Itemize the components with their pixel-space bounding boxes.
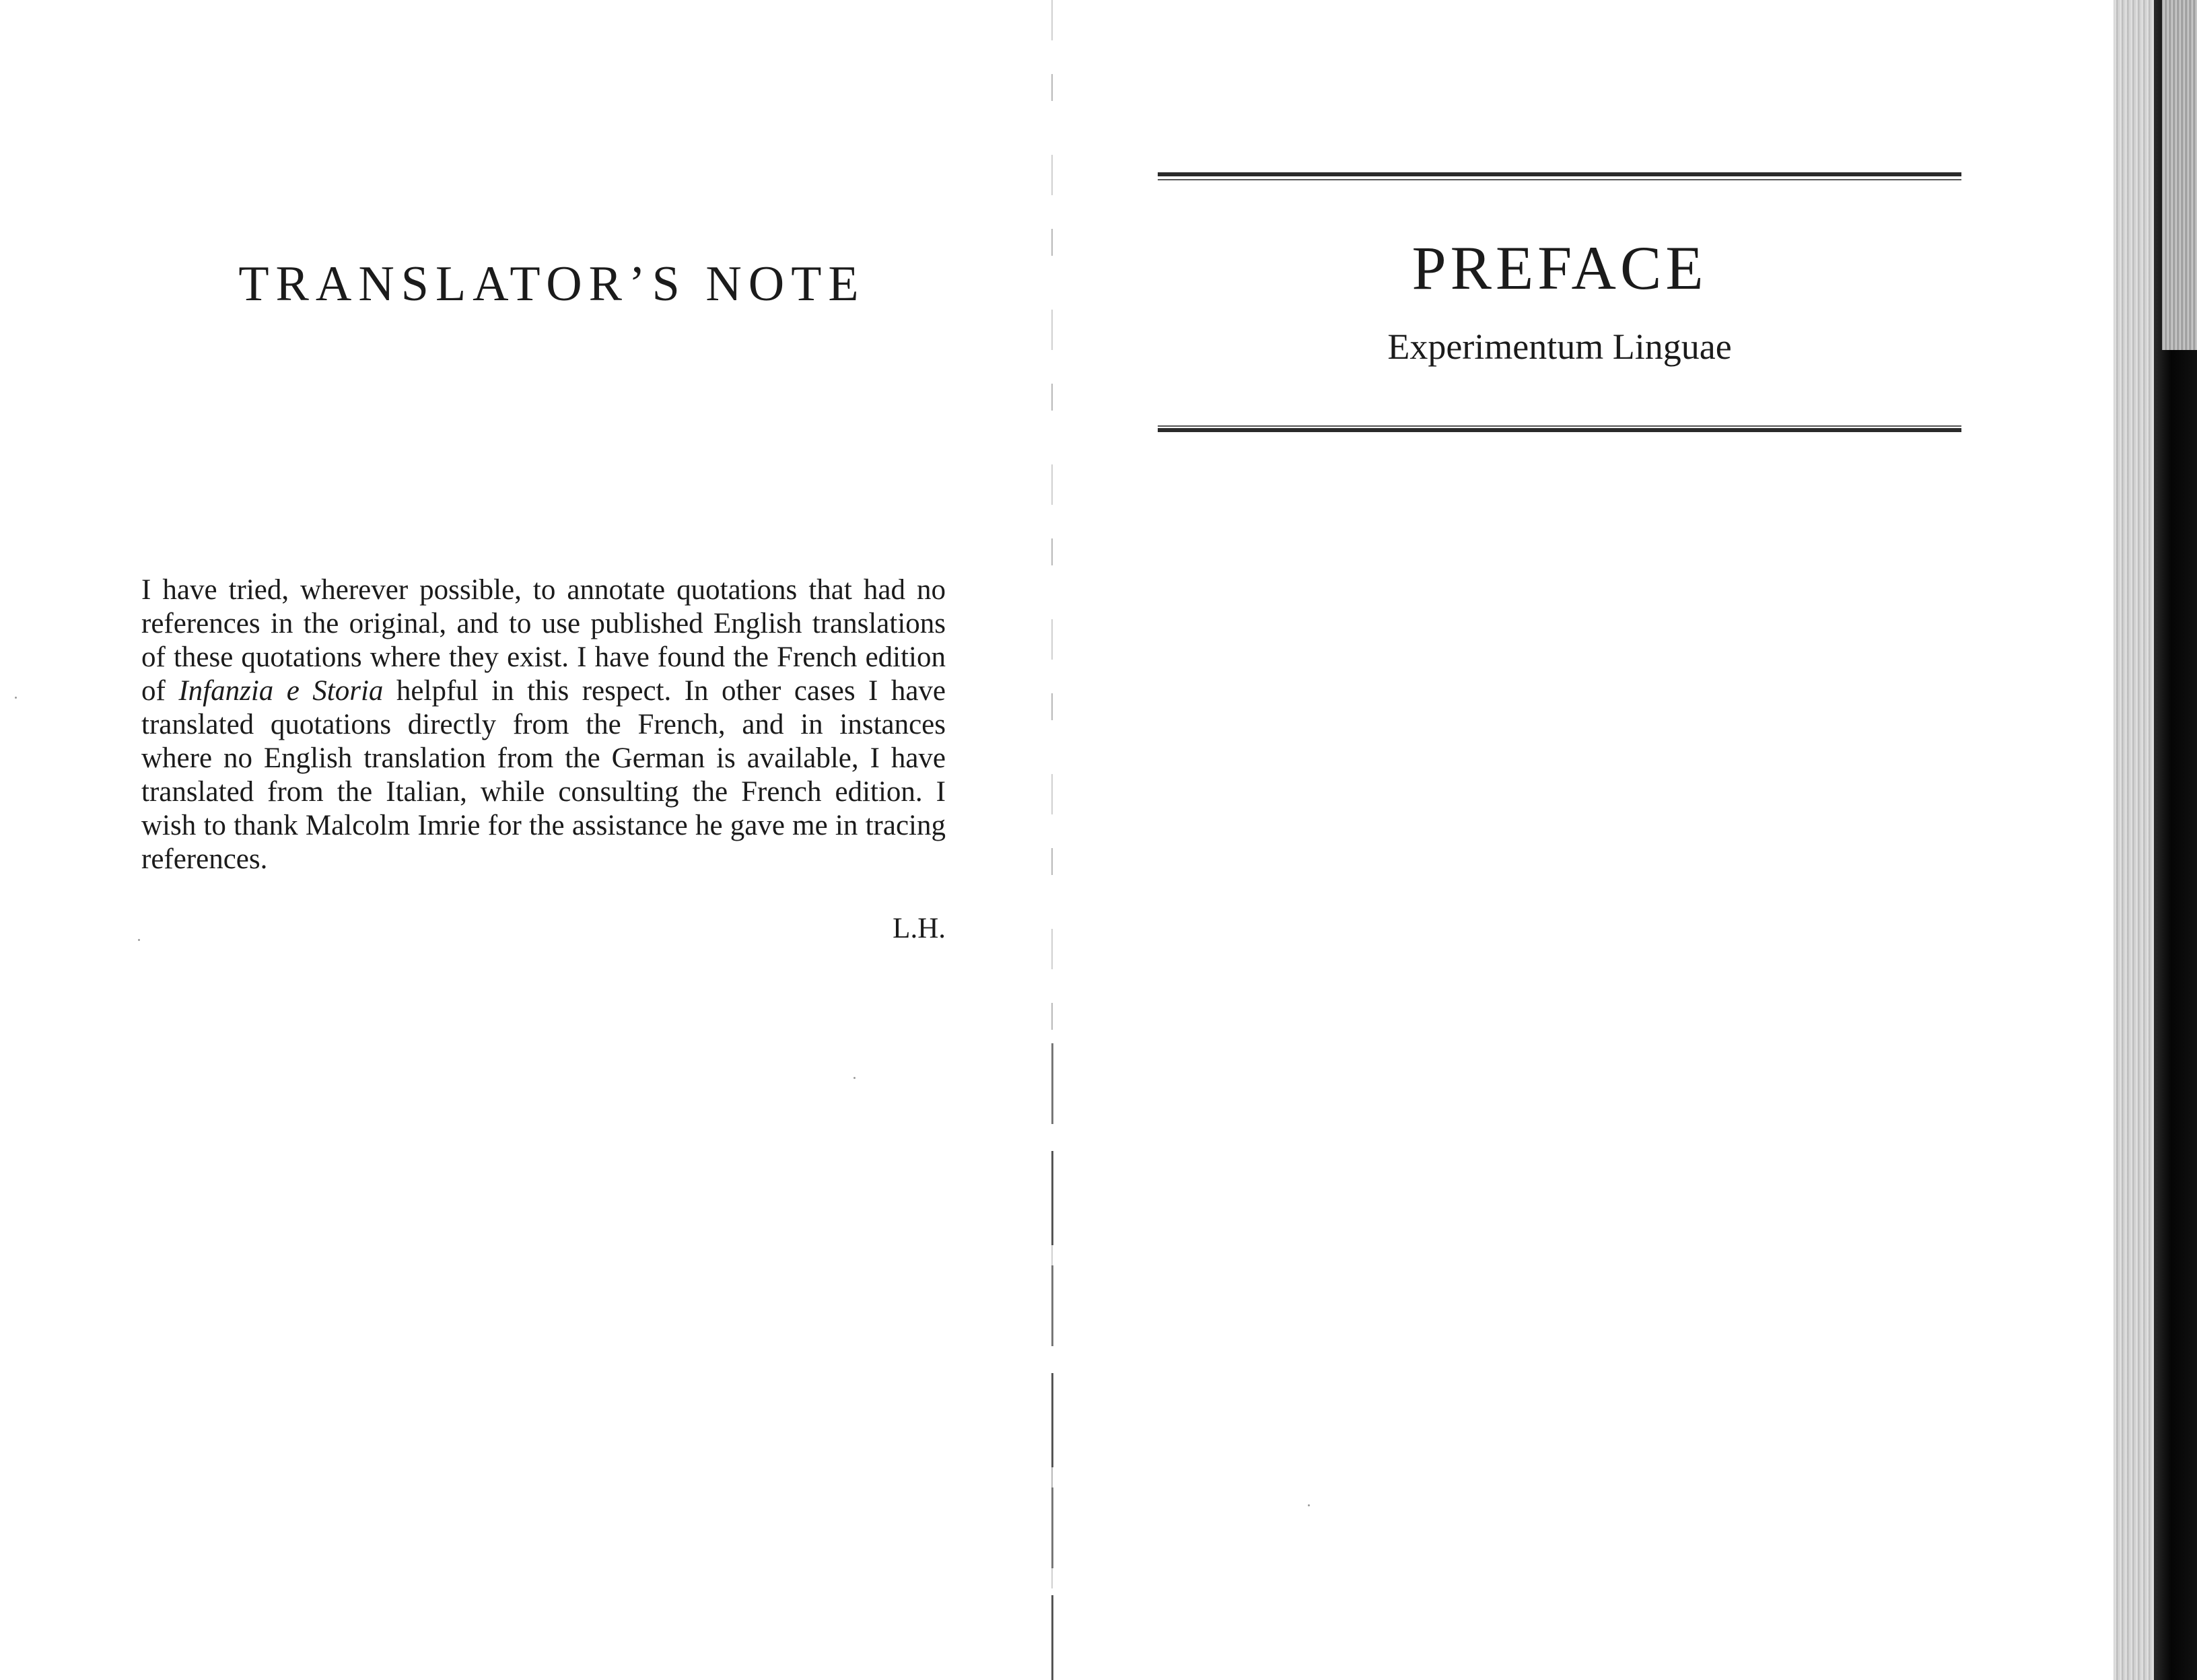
translators-note-paragraph — [141, 573, 946, 876]
left-page — [0, 0, 1050, 1680]
paper-speck — [138, 939, 140, 941]
paragraph-text-start: I have tried, wherever possible, to annotate quotations that had no references in the original, and to use published English translations of these quotations where they exist. I have found the French edition of — [141, 574, 946, 707]
translators-note-title: TRANSLATOR’S NOTE — [238, 256, 866, 312]
book-page-edges-upper — [2162, 0, 2197, 350]
paper-speck — [1308, 1504, 1310, 1506]
preface-title: PREFACE — [1411, 234, 1708, 302]
rule-thin-line — [1158, 425, 1961, 427]
rule-thick-line — [1158, 172, 1961, 176]
rule-thick-line — [1158, 428, 1961, 432]
top-double-rule — [1158, 172, 1961, 182]
bottom-double-rule — [1158, 425, 1961, 435]
paper-speck — [15, 697, 17, 699]
rule-thin-line — [1158, 179, 1961, 180]
right-page — [1054, 0, 2197, 1680]
page-gutter-lower — [1051, 1043, 1053, 1680]
italic-book-title: Infanzia e Storia — [178, 675, 384, 707]
preface-subtitle: Experimentum Linguae — [1387, 326, 1732, 367]
translator-signature: L.H. — [893, 913, 946, 944]
paper-speck — [853, 1077, 856, 1079]
paragraph-text-end: helpful in this respect. In other cases I have translated quotations directly from the French, and in instances where no English translation from the German is available, I have translated from the Italian, while consulting the French edition. I wish to thank Malcolm Imrie for the assistance he gave me in tracing references. — [141, 675, 946, 875]
